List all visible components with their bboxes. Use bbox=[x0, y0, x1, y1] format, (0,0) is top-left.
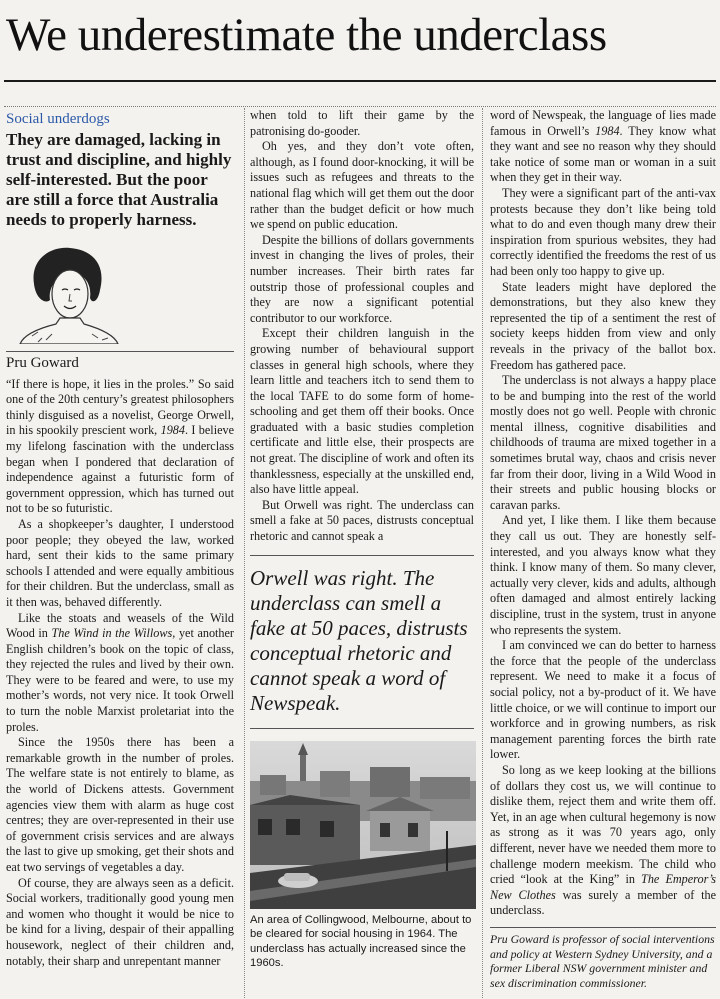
column-separator bbox=[482, 108, 483, 998]
body-paragraph bbox=[250, 108, 474, 139]
paragraph-text: , yet another English children’s book on the topic of class, they rejected the rules and lived by their own. They were to be feared and were, to use my mother’s words, not very nice. It took Orwell to turn the noble Marxist proletariat into the proles. bbox=[6, 626, 234, 734]
body-paragraph bbox=[490, 373, 716, 513]
paragraph-text: They were a significant part of the anti-vax protests because they don’t like being told what to do and even though many drew their inspiration from spurious websites, they had correctly identified the freedoms the rest of us had been only too happy to give up. bbox=[490, 185, 716, 278]
paragraph-text: But Orwell was right. The underclass can smell a fake at 50 paces, distrusts conceptual rhetoric and cannot speak a bbox=[250, 497, 474, 544]
paragraph-text: Except their children languish in the growing number of behavioural support classes in general high schools, where they learn little and teachers itch to send them to the local TAFE to do some form of home-schooling and get them off their books. Once graduated with a basic studies completion certificate and little else, their prospects are not great. The discipline of work and often its thanklessness, especially at the unskilled end, also have little appeal. bbox=[250, 326, 474, 497]
headline: We underestimate the underclass bbox=[6, 9, 607, 61]
paragraph-text: . They know what they want and see no reason why they should take notice of some man or woman in a suit when they get in their way. bbox=[490, 123, 716, 185]
author-bio: Pru Goward is professor of social interventions and policy at Western Sydney University, and a former Liberal NSW government minister and sex discrimination commissioner. bbox=[490, 927, 716, 991]
deck: They are damaged, lacking in trust and discipline, and highly self-interested. But the poor are still a force that Australia needs to properly harness. bbox=[6, 130, 232, 229]
paragraph-text: Like the stoats and weasels of the Wild Wood in bbox=[6, 610, 234, 641]
paragraph-text: Oh yes, and they don’t vote often, although, as I found door-knocking, it will be issues such as refugees and threats to the national flag which will get them out the door rather than the budget deficit or how much we spend on public education. bbox=[250, 139, 474, 232]
paragraph-text: State leaders might have deplored the demonstrations, but they also knew they represented the tip of a sentiment the rest of society keeps hidden from view and only reveals in the privacy of the ballot box. Freedom has gathered pace. bbox=[490, 279, 716, 372]
pull-quote: Orwell was right. The underclass can smell a fake at 50 paces, distrusts conceptual rhetoric and cannot speak a word of Newspeak. bbox=[250, 555, 474, 729]
column-3-body bbox=[490, 108, 716, 919]
column-2 bbox=[250, 108, 474, 971]
collingwood-photo bbox=[250, 741, 476, 909]
column-separator bbox=[244, 108, 245, 998]
column-2-body bbox=[250, 108, 474, 545]
body-paragraph bbox=[250, 326, 474, 498]
column-3 bbox=[490, 108, 716, 991]
body-paragraph bbox=[250, 498, 474, 545]
headline-rule bbox=[4, 80, 716, 82]
column-top-rule bbox=[4, 106, 716, 107]
body-paragraph bbox=[250, 233, 474, 327]
body-paragraph bbox=[490, 513, 716, 638]
body-paragraph bbox=[490, 186, 716, 280]
italic-title: 1984 bbox=[160, 423, 185, 438]
paragraph-text: Since the 1950s there has been a remarkable growth in the number of proles. The welfare state is not entirely to blame, as the world of Dickens attests. Government agencies view them with alarm as huge cost centres; they are over-represented in their use of government crisis services and are always the last to give up smoking, get their shots and eat two servings of vegetables a day. bbox=[6, 735, 234, 874]
paragraph-text: was surely a member of the underclass. bbox=[490, 887, 716, 918]
body-paragraph bbox=[490, 280, 716, 374]
byline: Pru Goward bbox=[6, 351, 234, 373]
paragraph-text: Despite the billions of dollars governments invest in changing the lives of proles, their number increases. Their birth rates far outstrip those of professional couples and they are now a significant potential contributor to our workforce. bbox=[250, 232, 474, 325]
body-paragraph bbox=[6, 611, 234, 736]
italic-title: The Wind in the Willows bbox=[51, 626, 173, 641]
paragraph-text: I am convinced we can do better to harness the force that the people of the underclass represent. We need to make it a focus of social policy, not a by-product of it. We have little choice, or we will continue to import our workforce and in growing numbers, as risk management parenting forces the birth rate lower. bbox=[490, 638, 716, 762]
body-paragraph bbox=[490, 108, 716, 186]
body-paragraph bbox=[490, 763, 716, 919]
body-paragraph bbox=[490, 638, 716, 763]
author-portrait bbox=[12, 244, 122, 344]
body-paragraph bbox=[6, 377, 234, 517]
kicker: Social underdogs bbox=[6, 111, 110, 127]
italic-title: The Emperor’s New Clothes bbox=[490, 872, 716, 902]
body-paragraph bbox=[6, 876, 234, 970]
italic-title: 1984 bbox=[595, 123, 620, 138]
column-1 bbox=[6, 108, 234, 969]
paragraph-text: So long as we keep looking at the billions of dollars they cost us, we will continue to dislike them, reject them and write them off. Yet, in an age when cultural hegemony is now as strong as it was 70 years ago, only different, never have we needed them more to challenge modern meekism. The child who cried “look at the King” in bbox=[490, 762, 716, 887]
paragraph-text: . I believe my lifelong fascination with the underclass began when I pondered that declaration of independence against a futuristic form of government oppression, which has turned out not to be so futuristic. bbox=[6, 423, 234, 516]
body-paragraph bbox=[6, 735, 234, 875]
body-paragraph bbox=[250, 139, 474, 233]
paragraph-text: As a shopkeeper’s daughter, I understood poor people; they obeyed the law, worked hard, sent their kids to the same primary schools I attended and were equally ambitious for their children. But the underclass, small as it then was, behaved differently. bbox=[6, 516, 234, 609]
paragraph-text: word of Newspeak, the language of lies made famous in Orwell’s bbox=[490, 108, 716, 138]
paragraph-text: Of course, they are always seen as a deficit. Social workers, traditionally good young men and women who thought it would be nice to be kind for a living, despair of their appalling housework, neglect of their children and, notably, their sharp and unrepentant manner bbox=[6, 875, 234, 968]
column-1-body bbox=[6, 377, 234, 970]
paragraph-text: And yet, I like them. I like them because they call us out. They are honestly self-interested, and you always know what they think. I know many of them. So many clever, actually very clever, kids and adults, although often damaged and almost entirely lacking discipline, trust in the system, trust in anyone who represents the system. bbox=[490, 513, 716, 637]
paragraph-text: when told to lift their game by the patronising do-gooder. bbox=[250, 108, 474, 138]
paragraph-text: “If there is hope, it lies in the proles.” So said one of the 20th century’s greatest philosophers thinly disguised as a novelist, George Orwell, in his spookily prescient work, bbox=[6, 376, 234, 438]
body-paragraph bbox=[6, 517, 234, 611]
paragraph-text: The underclass is not always a happy place to be and bumping into the rest of the world mostly does not go well. People with chronic mental illness, cognitive disabilities and childhoods of trauma are mixed together in a sometimes brutal way, chaos and crisis never far from their door, living in a Wild Wood in their streets and public housing blocks or caravan parks. bbox=[490, 373, 716, 512]
photo-caption: An area of Collingwood, Melbourne, about to be cleared for social housing in 1964. The underclass has actually increased since the 1960s. bbox=[250, 913, 472, 970]
